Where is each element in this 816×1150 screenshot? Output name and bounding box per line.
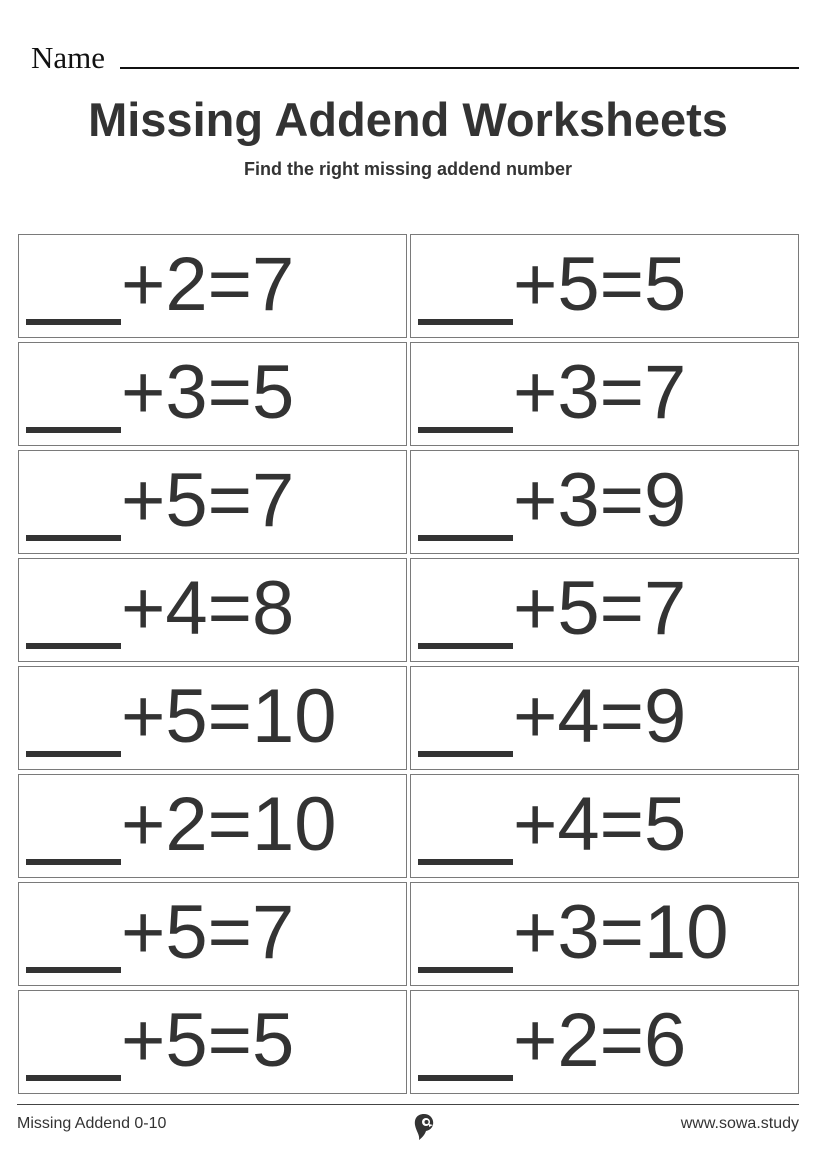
name-row <box>31 40 799 74</box>
answer-blank <box>418 859 513 865</box>
page-subtitle: Find the right missing addend number <box>243 159 572 179</box>
answer-blank <box>418 967 513 973</box>
owl-logo-icon <box>412 1112 436 1142</box>
problem-equation: +5=5 <box>513 242 687 327</box>
problem-cell <box>410 990 799 1094</box>
problem-cell <box>18 558 407 662</box>
problem-equation: +4=9 <box>513 674 687 759</box>
problem-equation: +3=9 <box>513 458 687 543</box>
answer-blank <box>418 319 513 325</box>
problem-cell <box>18 342 407 446</box>
problem-equation: +2=10 <box>121 782 337 867</box>
problem-cell <box>410 774 799 878</box>
problem-cell <box>410 342 799 446</box>
problem-cell <box>410 882 799 986</box>
problem-equation: +5=7 <box>121 890 295 975</box>
problem-equation: +5=7 <box>513 566 687 651</box>
answer-blank <box>418 643 513 649</box>
problem-equation: +3=10 <box>513 890 729 975</box>
problem-equation: +2=7 <box>121 242 295 327</box>
problem-cell <box>410 666 799 770</box>
problem-cell <box>18 882 407 986</box>
problem-equation: +4=5 <box>513 782 687 867</box>
answer-blank <box>26 751 121 757</box>
problem-equation: +4=8 <box>121 566 295 651</box>
problem-cell <box>18 666 407 770</box>
answer-blank <box>26 643 121 649</box>
answer-blank <box>26 967 121 973</box>
problem-cell <box>18 990 407 1094</box>
problem-equation: +5=7 <box>121 458 295 543</box>
answer-blank <box>418 427 513 433</box>
answer-blank <box>26 319 121 325</box>
problem-equation: +3=5 <box>121 350 295 435</box>
answer-blank <box>26 535 121 541</box>
footer-website: www.sowa.study <box>680 1115 799 1132</box>
answer-blank <box>26 427 121 433</box>
footer-worksheet-label: Missing Addend 0-10 <box>17 1115 167 1132</box>
name-label: Name <box>31 40 106 75</box>
answer-blank <box>418 1075 513 1081</box>
footer-divider <box>17 1104 799 1105</box>
problem-cell <box>410 234 799 338</box>
answer-blank <box>26 859 121 865</box>
name-writing-line <box>120 67 799 69</box>
problem-cell <box>18 774 407 878</box>
problem-cell <box>410 450 799 554</box>
problem-equation: +3=7 <box>513 350 687 435</box>
problem-cell <box>410 558 799 662</box>
answer-blank <box>418 535 513 541</box>
page-title: Missing Addend Worksheets <box>88 93 728 146</box>
problem-equation: +5=10 <box>121 674 337 759</box>
problem-grid <box>18 234 799 1094</box>
problem-cell <box>18 450 407 554</box>
problem-equation: +2=6 <box>513 998 687 1083</box>
problem-cell <box>18 234 407 338</box>
answer-blank <box>26 1075 121 1081</box>
problem-equation: +5=5 <box>121 998 295 1083</box>
answer-blank <box>418 751 513 757</box>
owl-logo-graphic <box>412 1112 436 1142</box>
